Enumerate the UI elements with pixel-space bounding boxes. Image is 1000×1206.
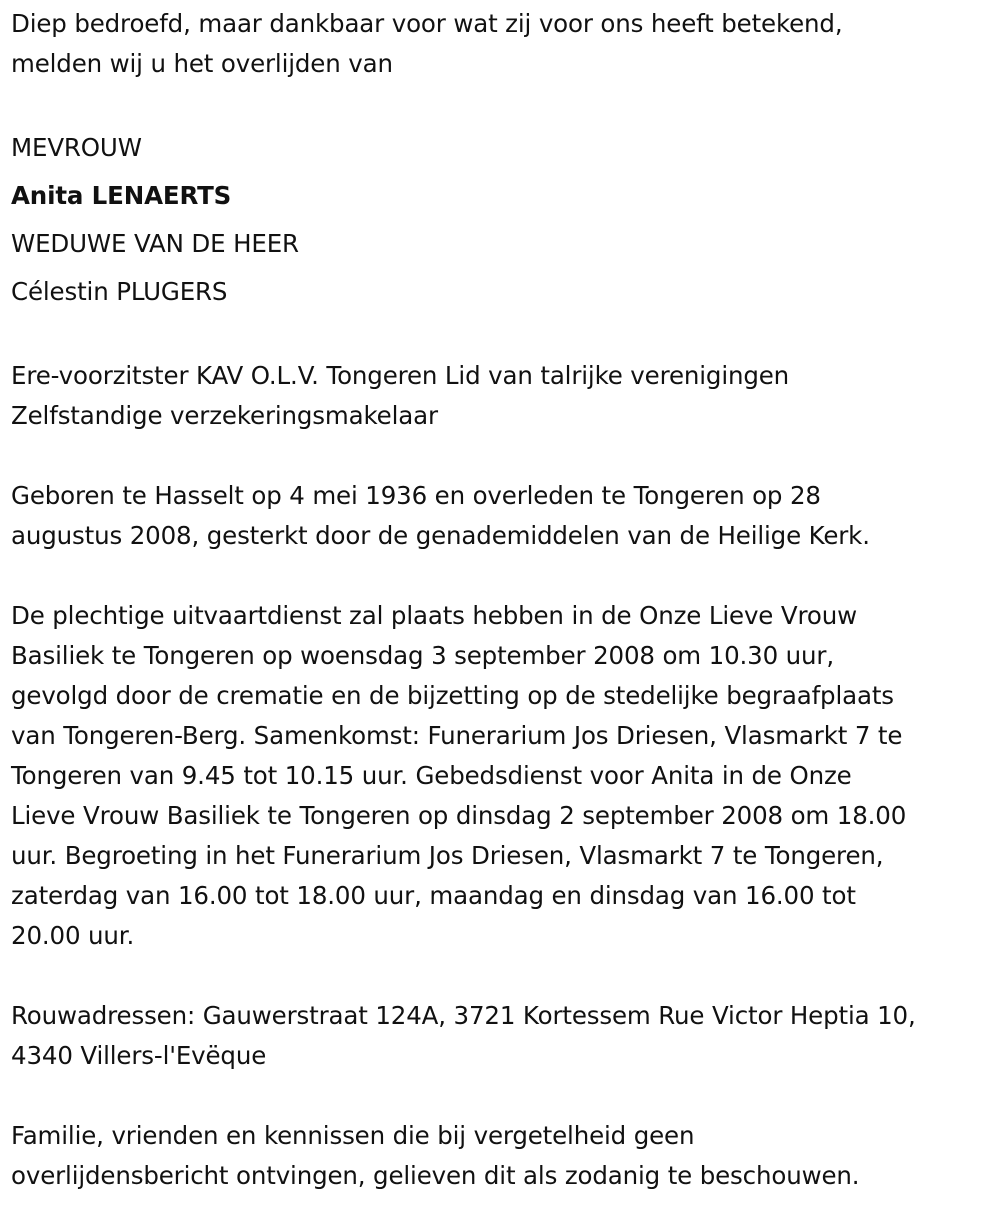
roles-line-1: Ere-voorzitster KAV O.L.V. Tongeren Lid van talrijke verenigingen <box>11 361 790 390</box>
deceased-block <box>11 124 994 316</box>
funeral-line: gevolgd door de crematie en de bijzetting op de stedelijke begraafplaats <box>11 681 894 710</box>
roles-line-2: Zelfstandige verzekeringsmakelaar <box>11 401 438 430</box>
closing-paragraph <box>11 1116 994 1196</box>
deceased-title: MEVROUW <box>11 133 142 162</box>
birth-death-line-1: Geboren te Hasselt op 4 mei 1936 en overleden te Tongeren op 28 <box>11 481 821 510</box>
deceased-spouse: Célestin PLUGERS <box>11 277 228 306</box>
funeral-line: zaterdag van 16.00 tot 18.00 uur, maandag en dinsdag van 16.00 tot <box>11 881 856 910</box>
funeral-paragraph <box>11 596 994 956</box>
funeral-line: van Tongeren-Berg. Samenkomst: Funerarium Jos Driesen, Vlasmarkt 7 te <box>11 721 903 750</box>
addresses-line-2: 4340 Villers-l'Evëque <box>11 1041 267 1070</box>
funeral-line: Basiliek te Tongeren op woensdag 3 september 2008 om 10.30 uur, <box>11 641 834 670</box>
intro-line-1: Diep bedroefd, maar dankbaar voor wat zij voor ons heeft betekend, <box>11 9 843 38</box>
intro-paragraph <box>11 4 994 84</box>
closing-line-2: overlijdensbericht ontvingen, gelieven dit als zodanig te beschouwen. <box>11 1161 860 1190</box>
funeral-line: 20.00 uur. <box>11 921 135 950</box>
birth-death-paragraph <box>11 476 994 556</box>
funeral-line: De plechtige uitvaartdienst zal plaats hebben in de Onze Lieve Vrouw <box>11 601 857 630</box>
funeral-line: Lieve Vrouw Basiliek te Tongeren op dinsdag 2 september 2008 om 18.00 <box>11 801 907 830</box>
deceased-name: Anita LENAERTS <box>11 181 232 210</box>
deceased-relation: WEDUWE VAN DE HEER <box>11 229 299 258</box>
roles-paragraph <box>11 356 994 436</box>
funeral-line: Tongeren van 9.45 tot 10.15 uur. Gebedsdienst voor Anita in de Onze <box>11 761 852 790</box>
addresses-line-1: Rouwadressen: Gauwerstraat 124A, 3721 Kortessem Rue Victor Heptia 10, <box>11 1001 916 1030</box>
addresses-paragraph <box>11 996 994 1076</box>
funeral-line: uur. Begroeting in het Funerarium Jos Driesen, Vlasmarkt 7 te Tongeren, <box>11 841 884 870</box>
birth-death-line-2: augustus 2008, gesterkt door de genademiddelen van de Heilige Kerk. <box>11 521 870 550</box>
closing-line-1: Familie, vrienden en kennissen die bij vergetelheid geen <box>11 1121 695 1150</box>
intro-line-2: melden wij u het overlijden van <box>11 49 393 78</box>
